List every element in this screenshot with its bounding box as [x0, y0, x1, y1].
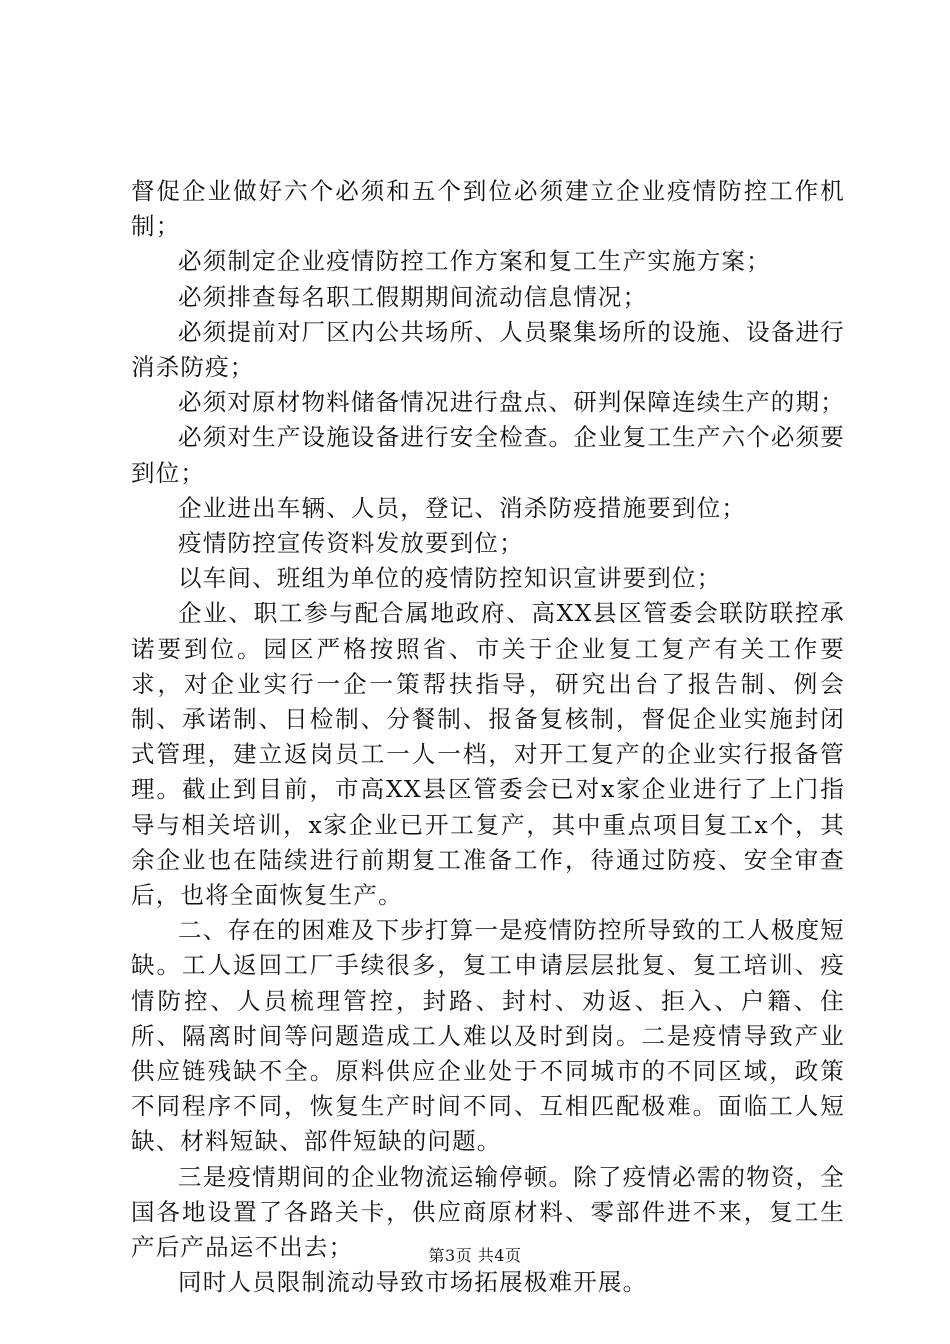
paragraph: 疫情防控宣传资料发放要到位；	[178, 529, 524, 558]
paragraph: 必须提前对厂区内公共场所、人员聚集场所的设施、设备进行消杀防疫；	[131, 317, 845, 382]
paragraph: 必须对生产设施设备进行安全检查。企业复工生产六个必须要到位；	[131, 423, 845, 487]
paragraph: 督促企业做好六个必须和五个到位必须建立企业疫情防控工作机制；	[131, 177, 845, 241]
document-body	[131, 174, 845, 1301]
paragraph: 必须对原材物料储备情况进行盘点、研判保障连续生产的期；	[178, 388, 845, 417]
paragraph: 企业、职工参与配合属地政府、高XX县区管委会联防联控承诺要到位。园区严格按照省、市关于企业复工复产有关工作要求，对企业实行一企一策帮扶指导，研究出台了报告制、例会制、承诺制、日检制、分餐制、报备复核制，督促企业实施封闭式管理，建立返岗员工一人一档，对开工复产的企业实行报备管理。截止到目前，市高XX县区管委会已对x家企业进行了上门指导与相关培训，x家企业已开工复产，其中重点项目复工x个，其余企业也在陆续进行前期复工准备工作，待通过防疫、安全审查后，也将全面恢复生产。	[131, 599, 845, 910]
paragraph: 三是疫情期间的企业物流运输停顿。除了疫情必需的物资，全国各地设置了各路关卡，供应商原材料、零部件进不来，复工生产后产品运不出去；	[131, 1162, 845, 1262]
paragraph: 必须制定企业疫情防控工作方案和复工生产实施方案；	[178, 247, 771, 276]
page-footer: 第3页 共4页	[428, 1246, 522, 1265]
paragraph: 以车间、班组为单位的疫情防控知识宣讲要到位；	[178, 564, 722, 593]
paragraph: 二、存在的困难及下步打算一是疫情防控所导致的工人极度短缺。工人返回工厂手续很多，复工申请层层批复、复工培训、疫情防控、人员梳理管控，封路、封村、劝返、拒入、户籍、住所、隔离时间等问题造成工人难以及时到岗。二是疫情导致产业供应链残缺不全。原料供应企业处于不同城市的不同区域，政策不同程序不同，恢复生产时间不同、互相匹配极难。面临工人短缺、材料短缺、部件短缺的问题。	[131, 916, 845, 1156]
paragraph: 同时人员限制流动导致市场拓展极难开展。	[178, 1268, 648, 1297]
paragraph: 企业进出车辆、人员，登记、消杀防疫措施要到位；	[178, 493, 747, 522]
paragraph: 必须排查每名职工假期期间流动信息情况；	[178, 282, 648, 311]
